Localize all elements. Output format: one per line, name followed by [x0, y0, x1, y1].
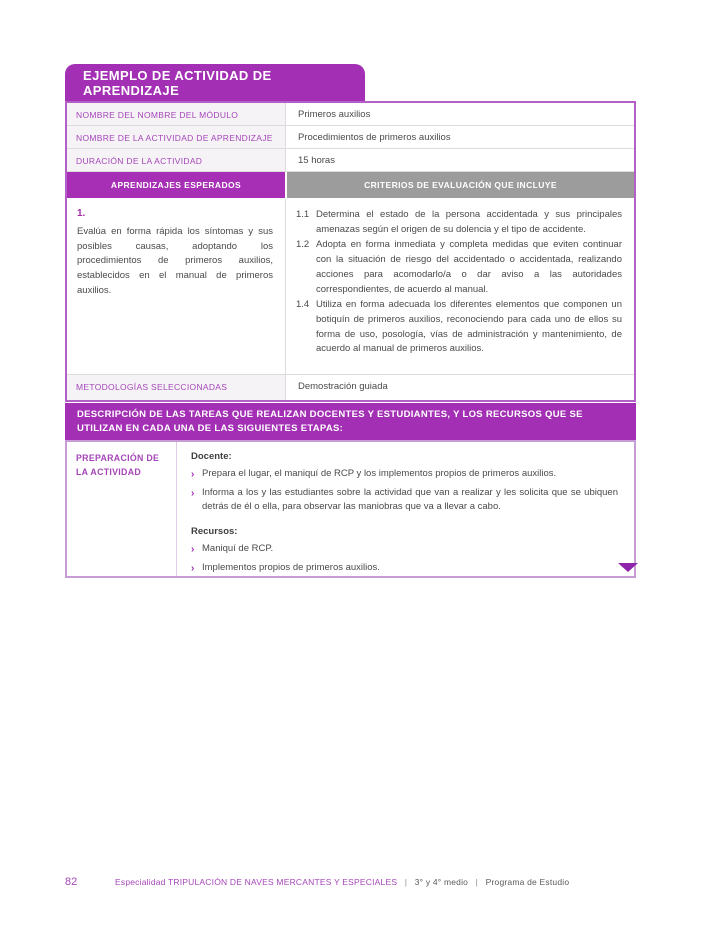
- module-name-value: Primeros auxilios: [285, 103, 634, 125]
- methodology-label: METODOLOGÍAS SELECCIONADAS: [67, 375, 285, 400]
- section-headers: [67, 172, 634, 199]
- footer-specialty: Especialidad TRIPULACIÓN DE NAVES MERCANTES Y ESPECIALES: [115, 877, 398, 887]
- continuation-arrow-icon: [618, 563, 638, 572]
- footer-separator: |: [475, 877, 479, 887]
- methodology-value: Demostración guiada: [285, 375, 634, 400]
- criteria-cell: [285, 199, 634, 374]
- objective-text: Evalúa en forma rápida los síntomas y sus posibles causas, adoptando los procedimientos de primeros auxilios, establecidos en el manual de primeros auxilios.: [77, 226, 273, 296]
- list-item: [191, 561, 618, 576]
- activity-title-tab: [65, 64, 365, 101]
- activity-name-label: NOMBRE DE LA ACTIVIDAD DE APRENDIZAJE: [67, 126, 285, 148]
- description-banner: DESCRIPCIÓN DE LAS TAREAS QUE REALIZAN DOCENTES Y ESTUDIANTES, Y LOS RECURSOS QUE SE UTILIZAN EN CADA UNA DE LAS SIGUIENTES ETAPAS:: [65, 403, 636, 442]
- page-title: EJEMPLO DE ACTIVIDAD DE APRENDIZAJE: [83, 67, 272, 98]
- criterion-item: [296, 208, 622, 237]
- table-row: [67, 149, 634, 172]
- list-item: [191, 486, 618, 515]
- docente-heading: Docente:: [191, 451, 232, 462]
- recursos-heading: Recursos:: [191, 525, 238, 537]
- evaluation-criteria-header: CRITERIOS DE EVALUACIÓN QUE INCLUYE: [287, 172, 634, 198]
- criterion-number: 1.1: [296, 209, 310, 220]
- page-number: 82: [65, 876, 78, 888]
- footer-program: Programa de Estudio: [485, 877, 570, 887]
- bullet-icon: ›: [191, 488, 195, 499]
- learning-objective-cell: [67, 199, 285, 374]
- footer-text: [115, 877, 569, 887]
- footer-separator: |: [404, 877, 408, 887]
- recursos-item-text: Implementos propios de primeros auxilios.: [202, 561, 380, 573]
- criterion-text: Adopta en forma inmediata y completa medidas que eviten continuar con la situación de riesgo del accidentado o accidentada, realizando acciones para acomodarlo/a o dar aviso a las autoridades correspondientes, de acuerdo al manual.: [316, 239, 622, 295]
- table-row: [67, 375, 634, 400]
- footer-grade: 3° y 4° medio: [414, 877, 469, 887]
- duration-value: 15 horas: [285, 149, 634, 171]
- duration-label: DURACIÓN DE LA ACTIVIDAD: [67, 149, 285, 171]
- list-item: [191, 467, 618, 482]
- criterion-item: [296, 298, 622, 357]
- docente-item-text: Informa a los y las estudiantes sobre la actividad que van a realizar y les solicita que se ubiquen detrás de él o ella, para observar las maniobras que va a llevar a cabo.: [202, 487, 618, 513]
- table-row: [67, 126, 634, 149]
- learning-content-row: [67, 199, 634, 375]
- page-footer: [65, 876, 665, 888]
- bullet-icon: ›: [191, 543, 195, 555]
- criterion-item: [296, 238, 622, 297]
- table-row: [67, 103, 634, 126]
- preparation-content: [177, 442, 634, 576]
- recursos-item-text: Maniquí de RCP.: [202, 542, 274, 554]
- criterion-text: Determina el estado de la persona accidentada y sus principales amenazas según el origen de su dolencia y el tipo de accidente.: [316, 209, 622, 235]
- expected-learnings-header: APRENDIZAJES ESPERADOS: [67, 172, 285, 198]
- activity-info-table: [65, 101, 636, 402]
- criterion-number: 1.4: [296, 299, 310, 311]
- bullet-icon: ›: [191, 469, 195, 480]
- stage-label: PREPARACIÓN DE LA ACTIVIDAD: [67, 442, 177, 576]
- activity-name-value: Procedimientos de primeros auxilios: [285, 126, 634, 148]
- docente-item-text: Prepara el lugar, el maniquí de RCP y los implementos propios de primeros auxilios.: [202, 468, 557, 479]
- criterion-number: 1.2: [296, 239, 310, 251]
- list-item: [191, 542, 618, 557]
- criterion-text: Utiliza en forma adecuada los diferentes elementos que componen un botiquín de primeros auxilios, reconociendo para cada uno de ellos su forma de uso, posología, vías de administración y mantenimiento, de acuerdo al manual de primeros auxilios.: [316, 299, 622, 355]
- objective-number: 1.: [77, 208, 86, 219]
- module-name-label: NOMBRE DEL NOMBRE DEL MÓDULO: [67, 103, 285, 125]
- bullet-icon: ›: [191, 562, 195, 574]
- preparation-table: [65, 440, 636, 578]
